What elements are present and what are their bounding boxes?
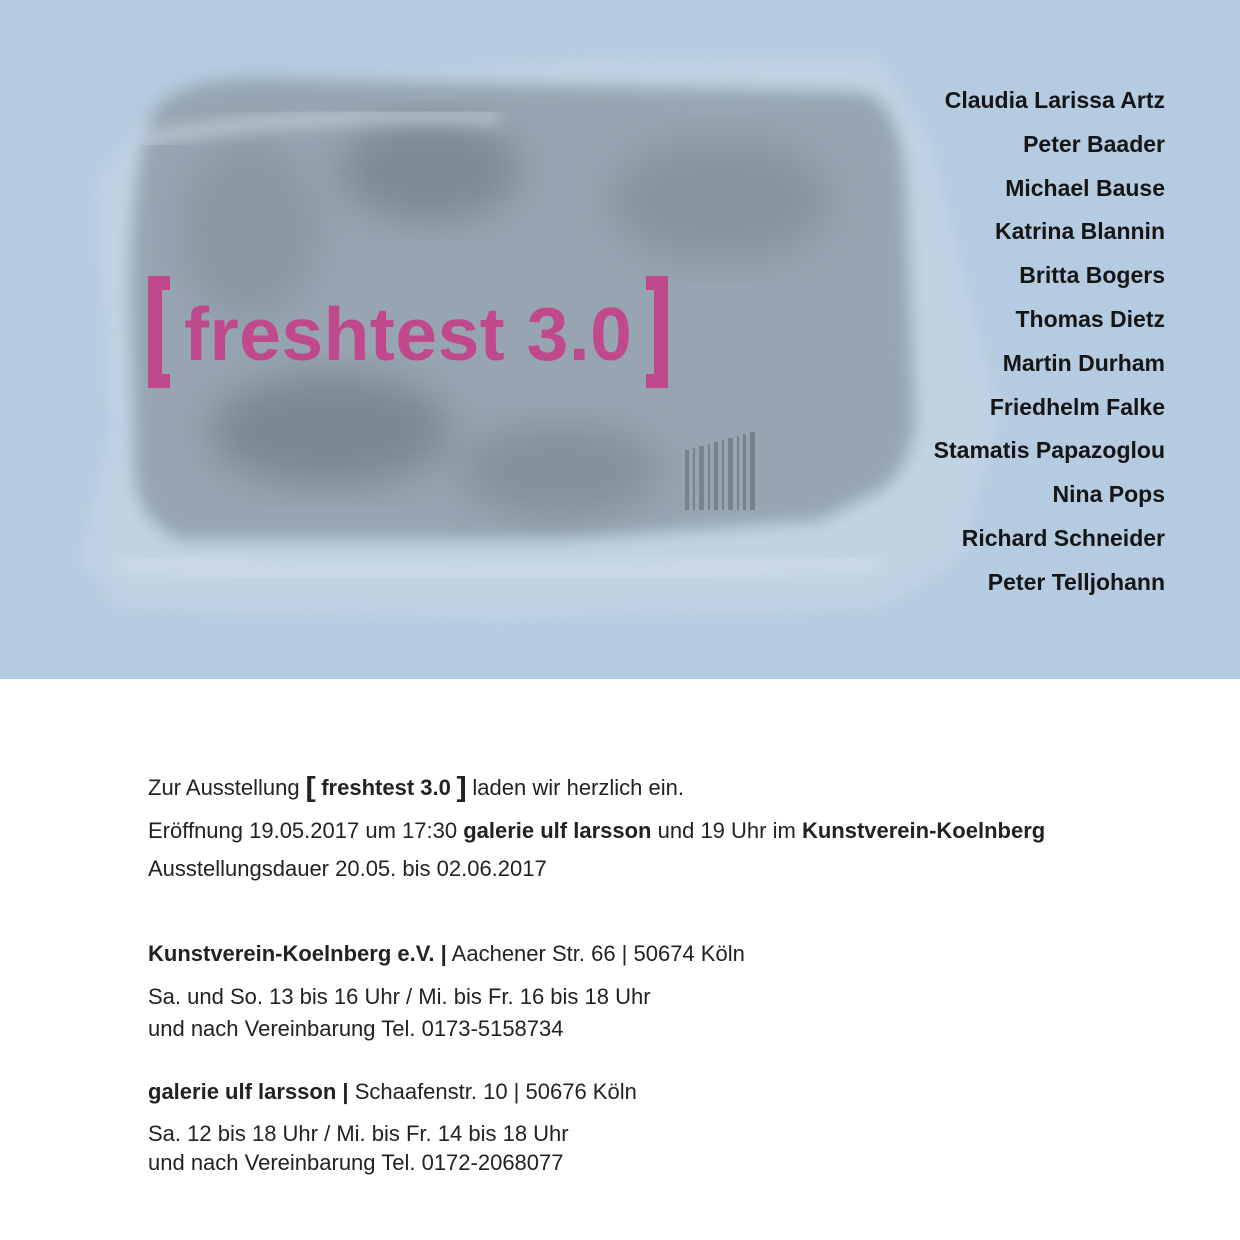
venue-hours: Sa. und So. 13 bis 16 Uhr / Mi. bis Fr. 16 bis 18 Uhr	[148, 984, 651, 1009]
opening-mid: und 19 Uhr im	[657, 818, 796, 843]
artist-name: Martin Durham	[1002, 349, 1165, 376]
bracket-open-icon	[148, 276, 170, 388]
artist-name: Britta Bogers	[1019, 262, 1165, 289]
venue-contact: und nach Vereinbarung Tel. 0172-2068077	[148, 1150, 564, 1175]
venue-contact: und nach Vereinbarung Tel. 0173-5158734	[148, 1016, 564, 1041]
invitation-intro	[148, 770, 684, 802]
artist-name: Nina Pops	[1052, 481, 1165, 508]
venue-name: Kunstverein-Koelnberg e.V. |	[148, 941, 447, 966]
artist-name: Michael Bause	[1005, 174, 1165, 201]
artist-list	[934, 84, 1165, 610]
inline-title: freshtest 3.0	[321, 775, 451, 800]
artist-name: Katrina Blannin	[995, 218, 1165, 245]
artist-name: Peter Baader	[1023, 130, 1165, 157]
venue-name: galerie ulf larsson |	[148, 1079, 349, 1104]
artist-name: Thomas Dietz	[1015, 305, 1165, 332]
exhibition-title-text: freshtest 3.0	[184, 291, 633, 376]
venue-address: Schaafenstr. 10 | 50676 Köln	[354, 1079, 637, 1104]
venue-hours: Sa. 12 bis 18 Uhr / Mi. bis Fr. 14 bis 18 Uhr	[148, 1121, 569, 1146]
inline-bracket-close: ]	[456, 771, 467, 802]
artist-name: Claudia Larissa Artz	[944, 87, 1165, 113]
opening-venue-kunstverein: Kunstverein-Koelnberg	[801, 818, 1046, 843]
venue-header	[148, 941, 745, 967]
opening-line	[148, 818, 1045, 844]
artist-name: Stamatis Papazoglou	[933, 437, 1165, 464]
artist-name: Richard Schneider	[961, 524, 1165, 551]
duration-line: Ausstellungsdauer 20.05. bis 02.06.2017	[148, 856, 547, 881]
inline-bracket-open: [	[305, 771, 316, 802]
intro-pre: Zur Ausstellung	[148, 775, 300, 800]
opening-venue-gallery: galerie ulf larsson	[463, 818, 652, 843]
intro-post: laden wir herzlich ein.	[472, 775, 684, 800]
artist-name: Friedhelm Falke	[989, 393, 1165, 420]
venue-header	[148, 1079, 637, 1105]
venue-address: Aachener Str. 66 | 50674 Köln	[451, 941, 745, 966]
opening-pre: Eröffnung 19.05.2017 um 17:30	[148, 818, 458, 843]
exhibition-title	[148, 276, 668, 388]
bracket-close-icon	[646, 276, 668, 388]
artist-name: Peter Telljohann	[987, 568, 1165, 595]
